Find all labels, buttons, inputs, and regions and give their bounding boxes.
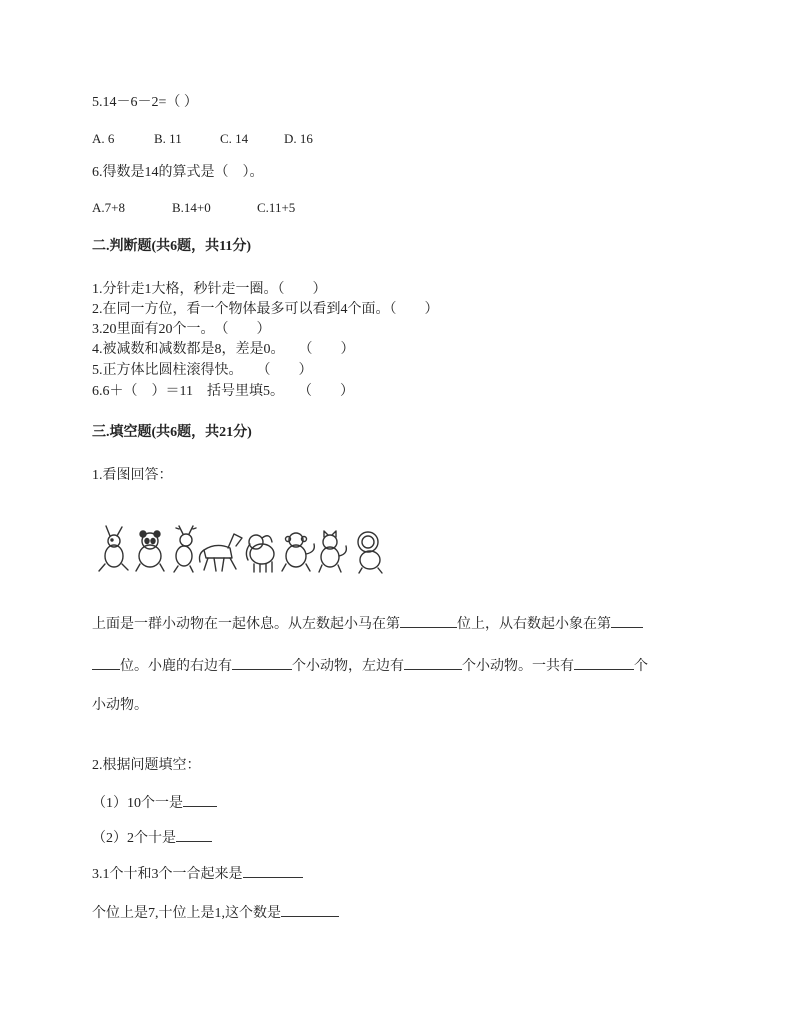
fill-q2-item-2-text: （2）2个十是 [92, 831, 176, 846]
animals-illustration [96, 524, 388, 576]
fill-q1-text-d: 个小动物，左边有 [292, 659, 404, 674]
answer-blank[interactable] [176, 827, 212, 842]
fill-q1-text-c: 位。小鹿的右边有 [120, 659, 232, 674]
option-a: A.7+8 [92, 200, 125, 215]
fill-q1-text-e: 个小动物。一共有 [462, 659, 574, 674]
fill-q1-line-3: 小动物。 [92, 698, 148, 713]
answer-blank[interactable] [574, 655, 634, 670]
rabbit-icon [99, 526, 128, 571]
answer-blank[interactable] [400, 613, 457, 628]
fill-q2-item-1-text: （1）10个一是 [92, 796, 183, 811]
fill-q3-line-2 [92, 902, 339, 923]
option-c: C.11+5 [257, 200, 296, 215]
question-6-stem: 6.得数是14的算式是（ ）。 [92, 165, 264, 180]
judge-item-5: 5.正方体比圆柱滚得快。 （ ） [92, 363, 313, 378]
fill-q1-text-a: 上面是一群小动物在一起休息。从左数起小马在第 [92, 617, 400, 632]
answer-blank[interactable] [404, 655, 462, 670]
option-a: A. 6 [92, 131, 115, 146]
judge-item-1: 1.分针走1大格，秒针走一圈。（ ） [92, 282, 327, 297]
question-5-options [92, 130, 313, 148]
fill-q2-label: 2.根据问题填空： [92, 758, 201, 773]
option-c: C. 14 [220, 131, 249, 146]
fill-q1-text-f: 个 [634, 659, 648, 674]
fill-q3-text-2: 个位上是7,十位上是1,这个数是 [92, 906, 281, 921]
answer-blank[interactable] [243, 863, 303, 878]
question-6-options [92, 199, 295, 217]
answer-blank[interactable] [611, 613, 643, 628]
fill-q1-text-b: 位上，从右数起小象在第 [457, 617, 611, 632]
fill-q1-line-1 [92, 613, 643, 634]
elephant-icon [246, 535, 274, 572]
judge-item-4: 4.被减数和减数都是8，差是0。 （ ） [92, 342, 355, 357]
fill-q1-label: 1.看图回答： [92, 468, 173, 483]
judge-item-3: 3.20里面有20个一。 （ ） [92, 322, 271, 337]
lion-icon [358, 532, 382, 573]
answer-blank[interactable] [232, 655, 292, 670]
section-3-title: 三.填空题(共6题，共21分) [92, 425, 252, 440]
option-d: D. 16 [284, 131, 313, 146]
answer-blank[interactable] [183, 792, 217, 807]
monkey-icon [282, 533, 314, 571]
question-5-stem: 5.14－6－2=（ ） [92, 95, 198, 110]
deer-icon [174, 526, 196, 572]
answer-blank[interactable] [92, 655, 120, 670]
option-b: B.14+0 [172, 200, 211, 215]
fill-q2-item-1 [92, 792, 217, 813]
cat-icon [319, 531, 346, 572]
fill-q2-item-2 [92, 827, 212, 848]
fill-q1-line-2 [92, 655, 648, 676]
panda-icon [136, 531, 164, 571]
horse-icon [200, 534, 243, 571]
fill-q3-text-1: 3.1个十和3个一合起来是 [92, 867, 243, 882]
option-b: B. 11 [154, 131, 182, 146]
section-2-title: 二.判断题(共6题，共11分) [92, 239, 252, 254]
judge-item-2: 2.在同一方位，看一个物体最多可以看到4个面。（ ） [92, 302, 439, 317]
fill-q3-line-1 [92, 863, 303, 884]
answer-blank[interactable] [281, 902, 339, 917]
judge-item-6: 6.6＋（ ）＝11 括号里填5。 （ ） [92, 384, 354, 399]
